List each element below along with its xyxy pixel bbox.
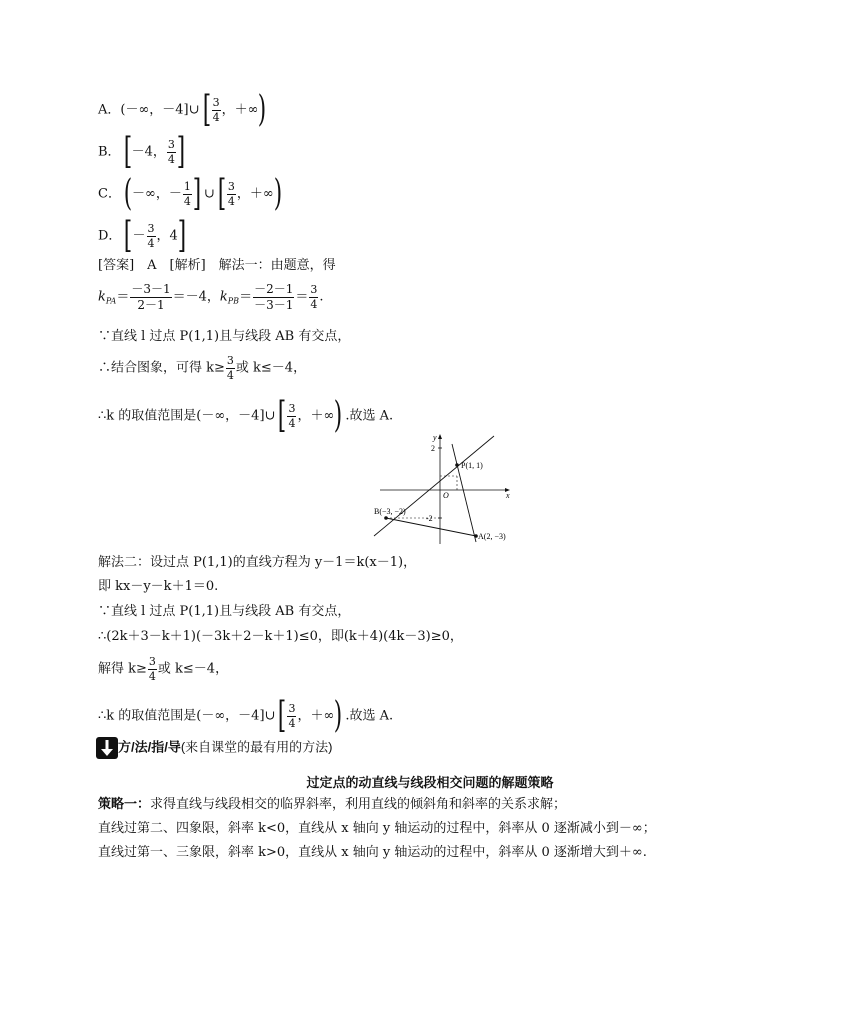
option-c-text: －∞，－ bbox=[132, 186, 182, 202]
fraction: $\frac{1}{4}$ bbox=[183, 179, 191, 208]
method2-line-4: ∴(2k＋3－k＋1)(－3k＋2－k＋1)≤0，即(k＋4)(4k－3)≥0， bbox=[98, 629, 463, 644]
method2-line-1: 解法二：设过点 P(1,1)的直线方程为 y－1＝k(x－1)， bbox=[98, 555, 417, 570]
option-b-label: B． bbox=[98, 144, 121, 160]
x-axis-label: x bbox=[506, 491, 510, 500]
option-a-text: A．(－∞，－4]∪ bbox=[98, 102, 200, 118]
y-axis-label: y bbox=[433, 433, 437, 442]
paren-right: ) bbox=[273, 173, 282, 214]
strategy-1-label: 策略一： bbox=[98, 796, 151, 811]
point-p bbox=[455, 463, 459, 467]
option-a bbox=[98, 89, 269, 130]
origin-label: O bbox=[443, 491, 449, 500]
method2-line-3: ∵直线 l 过点 P(1,1)且与线段 AB 有交点， bbox=[98, 604, 351, 619]
point-b bbox=[384, 516, 388, 520]
strategy-1 bbox=[98, 797, 566, 811]
option-b-text: －4， bbox=[131, 144, 166, 160]
method-header-note: (来自课堂的最有用的方法) bbox=[180, 739, 333, 755]
tick-label-neg2: -2 bbox=[426, 514, 433, 523]
paren-left: ( bbox=[123, 173, 133, 214]
option-c bbox=[98, 173, 285, 214]
range-result-2: ∴k 的取值范围是(－∞，－4]∪[ $\frac{3}{4}$ ，＋∞) .故选 A. bbox=[98, 695, 394, 736]
method-title: 过定点的动直线与线段相交问题的解题策略 bbox=[306, 775, 554, 790]
option-c-label: C． bbox=[98, 186, 121, 202]
line-ap bbox=[452, 444, 476, 542]
fraction: $\frac{3}{4}$ bbox=[226, 354, 234, 382]
bracket-right: ] bbox=[176, 131, 186, 172]
bracket-left: [ bbox=[124, 215, 133, 256]
fraction: $\frac{3}{4}$ bbox=[147, 221, 155, 250]
option-d-suffix: ，4 bbox=[156, 228, 178, 244]
coordinate-graph bbox=[372, 432, 518, 548]
range-result-1: ∴k 的取值范围是(－∞，－4]∪[ $\frac{3}{4}$ ，＋∞) .故选 A. bbox=[98, 395, 394, 436]
label-a: A(2, −3) bbox=[478, 532, 506, 541]
method-header-label: 方/法/指/导 bbox=[118, 739, 181, 755]
union-symbol: ∪ bbox=[203, 186, 215, 202]
solution-line-1: ∵直线 l 过点 P(1,1)且与线段 AB 有交点， bbox=[98, 329, 351, 344]
fraction: $\frac{3}{4}$ bbox=[212, 95, 220, 124]
bracket-left: [ bbox=[217, 173, 227, 214]
strategy-line-3: 直线过第一、三象限，斜率 k>0，直线从 x 轴向 y 轴运动的过程中，斜率从 0 逐渐增大到＋∞. bbox=[98, 845, 647, 860]
option-a-suffix: ，＋∞ bbox=[221, 102, 259, 118]
option-c-suffix: ，＋∞ bbox=[236, 186, 274, 202]
tick-label-2: 2 bbox=[431, 444, 435, 453]
fraction: $\frac{3}{4}$ bbox=[310, 283, 318, 311]
strategy-line-2: 直线过第二、四象限，斜率 k<0，直线从 x 轴向 y 轴运动的过程中，斜率从 0 逐渐减小到－∞； bbox=[98, 821, 656, 836]
option-d bbox=[98, 215, 189, 256]
slope-calculation: $k_{PA}=$ $\frac{-3-1}{2-1}$ ＝－4，$k_{PB}=$ $\frac{-2-1}{-3-1}$ ＝ $\frac{3}{4}$ . bbox=[98, 282, 324, 312]
bracket-left: [ bbox=[202, 89, 211, 130]
option-b bbox=[98, 131, 188, 172]
fraction: $\frac{-3-1}{2-1}$ bbox=[131, 282, 171, 312]
bracket-right: ] bbox=[192, 173, 202, 214]
option-d-label: D． bbox=[98, 228, 122, 244]
label-p: P(1, 1) bbox=[461, 461, 483, 470]
method-header bbox=[96, 737, 333, 759]
bracket-left: [ bbox=[123, 131, 132, 172]
arrow-down-icon bbox=[96, 737, 118, 759]
paren-right: ) bbox=[258, 89, 267, 130]
fraction: $\frac{3}{4}$ bbox=[148, 655, 156, 683]
answer-line: [答案] A [解析] 解法一：由题意，得 bbox=[98, 258, 336, 273]
fraction: $\frac{3}{4}$ bbox=[227, 179, 235, 208]
fraction: $\frac{3}{4}$ bbox=[288, 401, 296, 430]
bracket-right: ] bbox=[177, 215, 187, 256]
fraction: $\frac{3}{4}$ bbox=[167, 137, 175, 166]
solution-line-2: ∴结合图象，可得 k≥ $\frac{3}{4}$ 或 k≤－4， bbox=[98, 354, 307, 382]
fraction: $\frac{-2-1}{-3-1}$ bbox=[254, 282, 294, 312]
label-b: B(−3, −2) bbox=[374, 507, 406, 516]
strategy-1-text: 求得直线与线段相交的临界斜率，利用直线的倾斜角和斜率的关系求解； bbox=[150, 797, 567, 812]
method2-line-2: 即 kx－y－k＋1＝0. bbox=[98, 579, 219, 594]
fraction: $\frac{3}{4}$ bbox=[288, 701, 296, 730]
option-d-text: － bbox=[132, 228, 146, 244]
method2-line-5: 解得 k≥ $\frac{3}{4}$ 或 k≤－4， bbox=[98, 655, 229, 683]
y-axis-arrow bbox=[438, 434, 442, 439]
